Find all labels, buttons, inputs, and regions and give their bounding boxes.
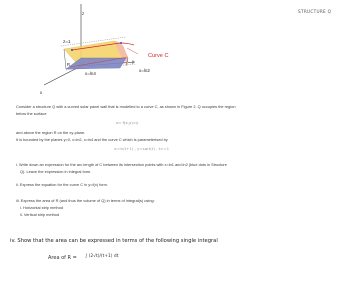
intro-line-4: It is bounded by the planes y=0, x=ln2, x=ln4 and the curve C which is parameterised by (16, 137, 168, 142)
question-iii-method-1: i. Horizontal strip method (20, 205, 64, 210)
intro-line-1: Consider a structure Q with a curved solar panel wall that is modelled to a curve C, as shown in Figure 2. Q occupies the region (16, 104, 236, 109)
area-label: Area of R = (48, 255, 77, 261)
structure-figure (0, 0, 350, 100)
surface-equation: z= f(x,y)=y (116, 120, 139, 125)
x-axis-label: x (40, 90, 43, 95)
curve-label: Curve C (148, 53, 169, 59)
question-i-line-1: i. Write down an expression for the arc length of C between its intersection points with x=ln1 and ln2 (blue dots in Structure (16, 162, 227, 167)
area-integral: ∫ (2√t)/(t+1) dt (85, 254, 119, 259)
z-mark: z=1 (63, 39, 71, 44)
region-label: R (67, 62, 71, 67)
question-ii: ii. Express the equation for the curve C in y=f(x) form. (16, 182, 109, 187)
question-iii: iii. Express the area of R (and thus the volume of Q) in terms of integral(s) using: (16, 198, 155, 203)
z-axis-label: z (82, 11, 85, 16)
y-axis-label: y (132, 59, 135, 64)
blue-dot (71, 49, 73, 51)
question-i-line-2: Q). Leave the expression in integral form. (20, 169, 92, 174)
parameter-equation: x=ln(t+1) , y=sqrt(t) , t>=1 (114, 146, 170, 151)
question-iii-method-2: ii. Vertical strip method (20, 212, 60, 217)
question-iv: iv. Show that the area can be expressed in terms of the following single integral (10, 238, 218, 244)
intro-line-2: below the surface (16, 111, 47, 116)
intro-line-3: and above the region R on the xy-plane. (16, 130, 86, 135)
blue-dot (120, 42, 122, 44)
curve-pointer (127, 48, 138, 54)
y-mark: x=ln2 (139, 68, 150, 73)
structure-label: STRUCTURE Q (298, 9, 332, 14)
y-mark-ln4: x=ln4 (85, 71, 96, 76)
edge (64, 49, 66, 69)
